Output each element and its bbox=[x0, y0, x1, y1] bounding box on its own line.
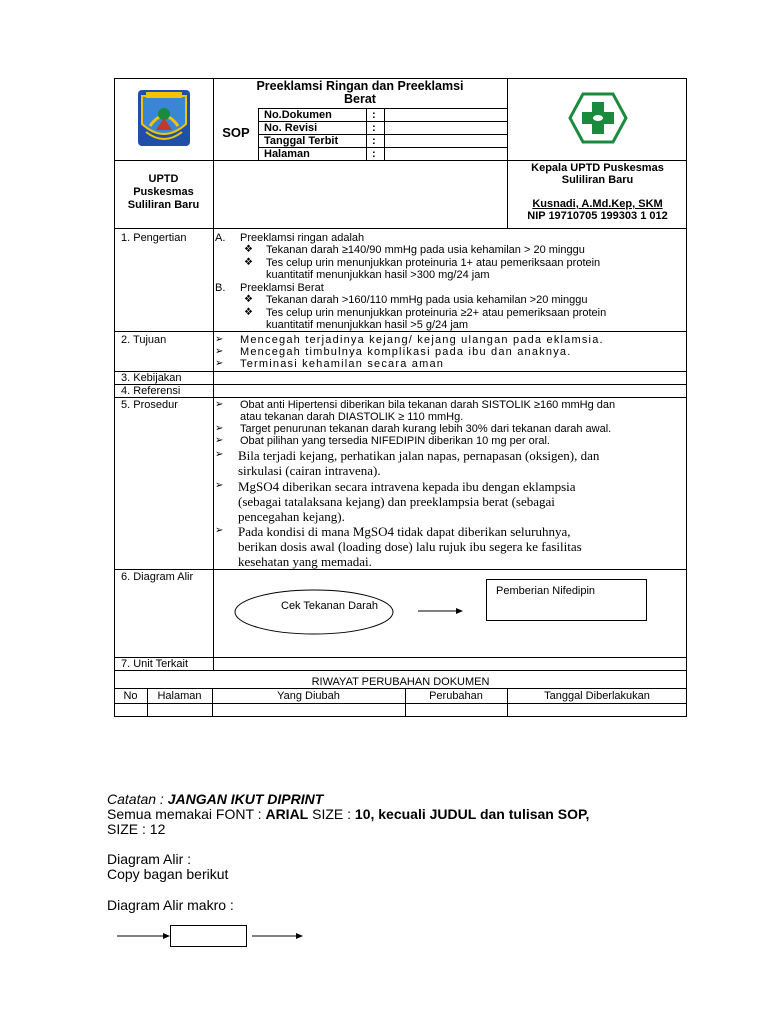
history-col-no: No bbox=[123, 690, 138, 702]
document-title: Preeklamsi Ringan dan Preeklamsi Berat bbox=[256, 79, 464, 106]
arrow-right-icon bbox=[252, 932, 304, 940]
arrowhead-bullet-icon: ➢ bbox=[215, 346, 224, 357]
section-label-referensi: 4. Referensi bbox=[121, 385, 181, 397]
arrowhead-bullet-icon: ➢ bbox=[215, 435, 224, 446]
makro-process-box bbox=[170, 925, 247, 947]
diamond-bullet-icon: ❖ bbox=[244, 307, 253, 318]
arrowhead-bullet-icon: ➢ bbox=[215, 399, 224, 410]
arrow-right-icon bbox=[117, 932, 171, 940]
signatory-block: Kepala UPTD Puskesmas Suliliran Baru Kusnadi, A.Md.Kep, SKM NIP 19710705 199303 1 012 bbox=[527, 162, 668, 222]
note-diagram-makro: Diagram Alir makro : bbox=[107, 897, 234, 913]
history-col-tanggal: Tanggal Diberlakukan bbox=[544, 690, 650, 702]
note-copy-bagan: Copy bagan berikut bbox=[107, 866, 229, 882]
note-size: SIZE : 12 bbox=[107, 821, 166, 837]
flow-node-cek-tekanan: Cek Tekanan Darah bbox=[281, 600, 379, 612]
note-catatan: Catatan : JANGAN IKUT DIPRINT bbox=[107, 791, 324, 807]
field-no-revisi: No. Revisi bbox=[264, 122, 318, 134]
arrowhead-bullet-icon: ➢ bbox=[215, 334, 224, 345]
diamond-bullet-icon: ❖ bbox=[244, 257, 253, 268]
arrowhead-bullet-icon: ➢ bbox=[215, 449, 224, 460]
section-label-diagram: 6. Diagram Alir bbox=[121, 571, 194, 583]
history-title: RIWAYAT PERUBAHAN DOKUMEN bbox=[311, 676, 490, 688]
note-font-rule: Semua memakai FONT : ARIAL SIZE : 10, kecuali JUDUL dan tulisan SOP, bbox=[107, 806, 590, 822]
flow-node-nifedipin: Pemberian Nifedipin bbox=[496, 585, 596, 597]
section-label-prosedur: 5. Prosedur bbox=[121, 399, 178, 411]
arrowhead-bullet-icon: ➢ bbox=[215, 480, 224, 491]
org-name: UPTD Puskesmas Suliliran Baru bbox=[127, 173, 200, 211]
section-label-pengertian: 1. Pengertian bbox=[121, 232, 187, 244]
arrow-right-icon bbox=[418, 607, 464, 615]
note-diagram-alir: Diagram Alir : bbox=[107, 851, 192, 867]
section-label-tujuan: 2. Tujuan bbox=[121, 334, 167, 346]
arrowhead-bullet-icon: ➢ bbox=[215, 525, 224, 536]
pengertian-a-title: Preeklamsi ringan adalah bbox=[240, 232, 365, 244]
field-tanggal-terbit: Tanggal Terbit bbox=[264, 135, 339, 147]
diamond-bullet-icon: ❖ bbox=[244, 244, 253, 255]
field-halaman: Halaman bbox=[264, 148, 310, 160]
flow-node-ellipse bbox=[234, 589, 394, 635]
puskesmas-cross-logo-icon bbox=[568, 92, 628, 144]
section-label-unit: 7. Unit Terkait bbox=[121, 658, 189, 670]
history-col-yang-diubah: Yang Diubah bbox=[277, 690, 340, 702]
arrowhead-bullet-icon: ➢ bbox=[215, 423, 224, 434]
history-col-halaman: Halaman bbox=[157, 690, 202, 702]
section-label-kebijakan: 3. Kebijakan bbox=[121, 372, 182, 384]
history-col-perubahan: Perubahan bbox=[429, 690, 483, 702]
sop-label: SOP bbox=[222, 125, 250, 140]
field-no-dokumen: No.Dokumen bbox=[264, 109, 332, 121]
diamond-bullet-icon: ❖ bbox=[244, 294, 253, 305]
pengertian-b-title: Preeklamsi Berat bbox=[240, 282, 324, 294]
arrowhead-bullet-icon: ➢ bbox=[215, 358, 224, 369]
kabupaten-emblem-icon bbox=[136, 88, 192, 148]
